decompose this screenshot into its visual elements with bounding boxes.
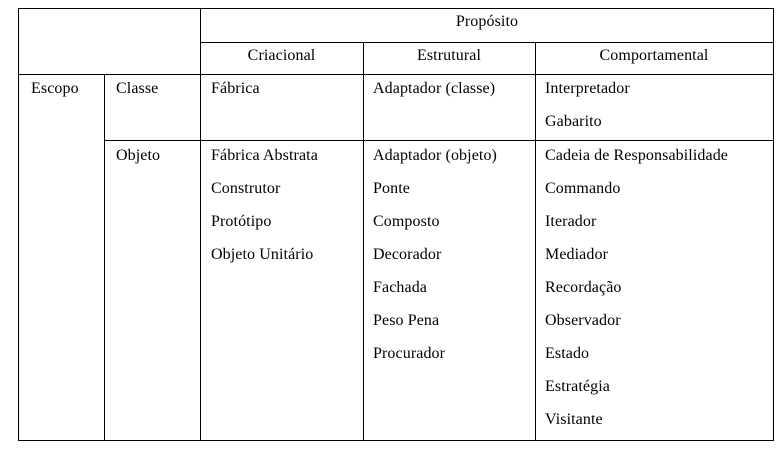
- header-proposito: Propósito: [455, 13, 519, 30]
- rule-after-scope: [104, 74, 105, 440]
- cell-objeto-estrutural-2: Composto: [373, 213, 440, 230]
- rule-after-criacional: [363, 42, 364, 440]
- cell-objeto-comportamental-0: Cadeia de Responsabilidade: [545, 147, 728, 164]
- header-estrutural: Estrutural: [416, 47, 482, 64]
- cell-classe-estrutural-0: Adaptador (classe): [373, 80, 496, 97]
- cell-objeto-criacional-1: Construtor: [211, 180, 281, 197]
- rule-after-estrutural: [535, 42, 536, 440]
- cell-objeto-estrutural-4: Fachada: [373, 279, 428, 296]
- row-label-classe: Classe: [116, 80, 159, 97]
- cell-objeto-estrutural-6: Procurador: [373, 345, 446, 362]
- cell-objeto-comportamental-6: Estado: [545, 345, 590, 362]
- row-label-objeto: Objeto: [116, 147, 161, 164]
- rule-under-proposito: [200, 42, 774, 43]
- cell-objeto-comportamental-1: Commando: [545, 180, 621, 197]
- rule-between-rows: [104, 140, 774, 141]
- cell-objeto-estrutural-3: Decorador: [373, 246, 442, 263]
- rule-left-edge: [18, 8, 19, 440]
- cell-objeto-estrutural-0: Adaptador (objeto): [373, 147, 497, 164]
- cell-classe-comportamental-1: Gabarito: [545, 113, 602, 130]
- cell-classe-criacional-0: Fábrica: [211, 80, 260, 97]
- cell-objeto-comportamental-8: Visitante: [545, 411, 603, 428]
- cell-objeto-criacional-3: Objeto Unitário: [211, 246, 314, 263]
- cell-objeto-comportamental-5: Observador: [545, 312, 621, 329]
- cell-classe-comportamental-0: Interpretador: [545, 80, 630, 97]
- cell-objeto-estrutural-5: Peso Pena: [373, 312, 440, 329]
- header-criacional: Criacional: [247, 47, 316, 64]
- scope-label: Escopo: [31, 80, 79, 97]
- rule-after-rowlabels: [200, 8, 201, 440]
- cell-objeto-criacional-2: Protótipo: [211, 213, 272, 230]
- rule-top: [18, 8, 774, 9]
- cell-objeto-comportamental-3: Mediador: [545, 246, 609, 263]
- rule-under-header: [18, 74, 774, 75]
- header-comportamental: Comportamental: [599, 47, 709, 64]
- cell-objeto-comportamental-4: Recordação: [545, 279, 622, 296]
- rule-bottom: [18, 440, 774, 441]
- cell-objeto-comportamental-2: Iterador: [545, 213, 597, 230]
- cell-objeto-estrutural-1: Ponte: [373, 180, 410, 197]
- cell-objeto-criacional-0: Fábrica Abstrata: [211, 147, 318, 164]
- rule-right-edge: [773, 8, 774, 440]
- cell-objeto-comportamental-7: Estratégia: [545, 378, 610, 395]
